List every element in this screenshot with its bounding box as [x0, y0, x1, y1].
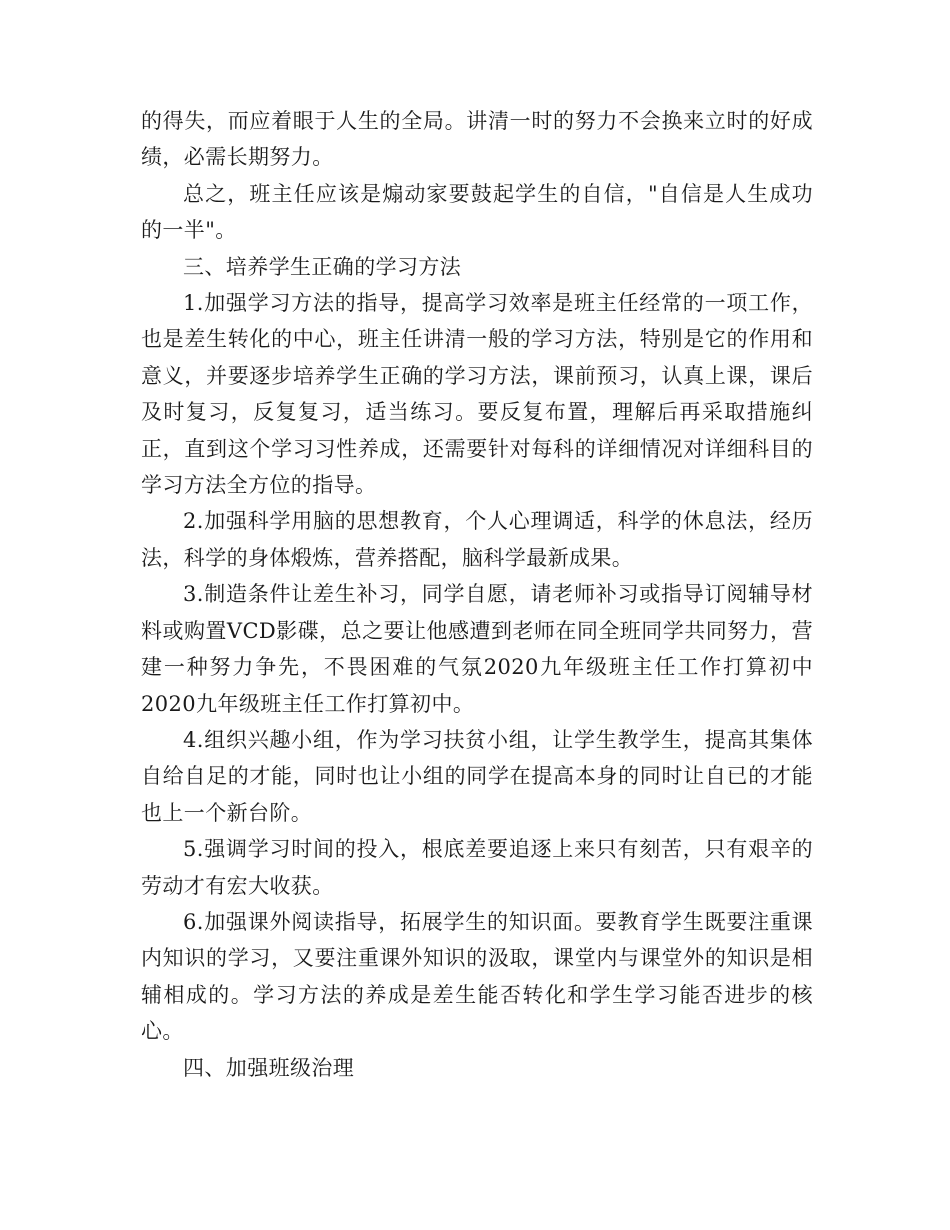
- section-heading-4: 四、加强班级治理: [183, 1055, 355, 1080]
- paragraph-summary: 总之，班主任应该是煽动家要鼓起学生的自信，"自信是人生成功的一半"。: [141, 181, 813, 243]
- paragraph-item-5: 5.强调学习时间的投入，根底差要追逐上来只有刻苦，只有艰辛的劳动才有宏大收获。: [141, 837, 813, 898]
- paragraph-item-4: 4.组织兴趣小组，作为学习扶贫小组，让学生教学生，提高其集体自给自足的才能，同时也让小组的同学在提高本身的同时让自已的才能也上一个新台阶。: [141, 727, 813, 825]
- paragraph-item-3: 3.制造条件让差生补习，同学自愿，请老师补习或指导订阅辅导材料或购置VCD影碟，总之要让他感遭到老师在同全班同学共同努力，营建一种努力争先，不畏困难的气氛2020九年级班主任工作打算初中2020九年级班主任工作打算初中。: [141, 582, 813, 716]
- paragraph-continuation: 的得失，而应着眼于人生的全局。讲清一时的努力不会换来立时的好成绩，必需长期努力。: [141, 109, 813, 170]
- paragraph-item-1: 1.加强学习方法的指导，提高学习效率是班主任经常的一项工作，也是差生转化的中心，班主任讲清一般的学习方法，特别是它的作用和意义，并要逐步培养学生正确的学习方法，课前预习，认真上课，课后及时复习，反复复习，适当练习。要反复布置，理解后再采取措施纠正，直到这个学习习性养成，还需要针对每科的详细情况对详细科目的学习方法全方位的指导。: [141, 291, 813, 498]
- section-heading-3: 三、培养学生正确的学习方法: [183, 254, 462, 279]
- paragraph-item-6: 6.加强课外阅读指导，拓展学生的知识面。要教育学生既要注重课内知识的学习，又要注重课外知识的汲取，课堂内与课堂外的知识是相辅相成的。学习方法的养成是差生能否转化和学生学习能否进步的核心。: [141, 909, 813, 1044]
- document-body: [141, 103, 813, 1086]
- paragraph-item-2: 2.加强科学用脑的思想教育，个人心理调适，科学的休息法，经历法，科学的身体煅炼，营养搭配，脑科学最新成果。: [141, 509, 813, 570]
